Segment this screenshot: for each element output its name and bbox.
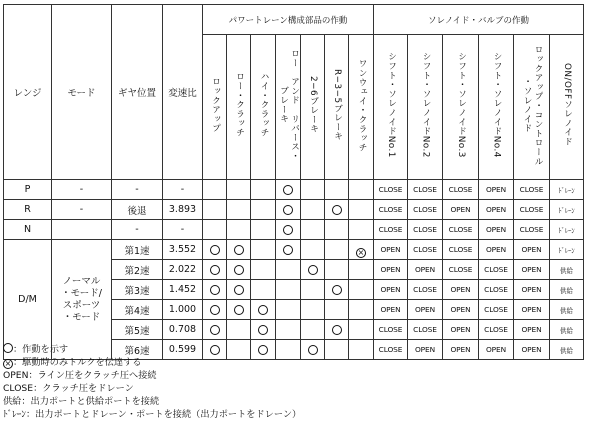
circle-icon bbox=[3, 343, 13, 353]
mode-header-text: モード bbox=[67, 88, 96, 99]
component-cell-1 bbox=[227, 280, 251, 300]
solenoid-header-1 bbox=[408, 35, 443, 180]
solenoid-cell-5 bbox=[550, 320, 584, 340]
solenoid-cell-2 bbox=[443, 320, 479, 340]
solenoid-state: CLOSE bbox=[519, 205, 544, 214]
component-cell-5 bbox=[325, 220, 349, 240]
solenoid-state: OPEN bbox=[521, 245, 542, 254]
ratio-header bbox=[163, 5, 203, 180]
component-cell-5 bbox=[325, 240, 349, 260]
circle-icon bbox=[210, 325, 220, 335]
component-cell-4 bbox=[301, 260, 325, 280]
gear-value: 第3速 bbox=[124, 285, 150, 297]
ratio-cell bbox=[163, 300, 203, 320]
solenoid-cell-1 bbox=[408, 300, 443, 320]
table-row bbox=[4, 200, 584, 220]
component-label-0: ロックアップ bbox=[210, 77, 220, 133]
solenoid-cell-4 bbox=[514, 220, 550, 240]
solenoid-state: CLOSE bbox=[378, 345, 403, 354]
solenoid-cell-0 bbox=[374, 280, 408, 300]
solenoid-state: OPEN bbox=[485, 245, 507, 254]
solenoid-cell-2 bbox=[443, 240, 479, 260]
solenoid-cell-4 bbox=[514, 320, 550, 340]
component-cell-3 bbox=[276, 180, 301, 200]
mode-value: ノーマル ・モード/ スポーツ ・モード bbox=[61, 275, 102, 323]
component-header-1 bbox=[227, 35, 251, 180]
solenoid-state: OPEN bbox=[521, 325, 542, 334]
solenoid-state: CLOSE bbox=[413, 185, 437, 194]
gear-value: - bbox=[135, 224, 139, 235]
ratio-value: 0.708 bbox=[168, 324, 197, 335]
solenoid-state: OPEN bbox=[521, 305, 542, 314]
solenoid-state: OPEN bbox=[414, 345, 436, 354]
solenoid-cell-4 bbox=[514, 240, 550, 260]
range-header bbox=[4, 5, 52, 180]
solenoid-state: OPEN bbox=[485, 225, 507, 234]
range-cell bbox=[4, 240, 52, 360]
solenoid-state: OPEN bbox=[485, 185, 507, 194]
component-cell-5 bbox=[325, 260, 349, 280]
solenoid-cell-0 bbox=[374, 200, 408, 220]
legend-item bbox=[3, 408, 301, 421]
gear-cell bbox=[112, 260, 163, 280]
gear-header bbox=[112, 5, 163, 180]
ratio-cell bbox=[163, 220, 203, 240]
solenoid-state: 供給 bbox=[559, 266, 574, 275]
component-cell-6 bbox=[349, 180, 374, 200]
solenoid-cell-3 bbox=[479, 300, 514, 320]
solenoid-label-4: ロックアップ・コントロール ・ソレノイド bbox=[521, 44, 543, 166]
solenoid-group-text: ソレノイド・バルブの作動 bbox=[428, 15, 529, 26]
component-cell-1 bbox=[227, 180, 251, 200]
legend-text: CLOSE：クラッチ圧をドレーン bbox=[3, 383, 134, 394]
legend-item bbox=[3, 369, 301, 382]
solenoid-cell-2 bbox=[443, 220, 479, 240]
component-cell-4 bbox=[301, 320, 325, 340]
component-cell-6 bbox=[349, 340, 374, 360]
component-header-5 bbox=[325, 35, 349, 180]
circle-cross-icon: × bbox=[4, 359, 12, 368]
component-cell-3 bbox=[276, 240, 301, 260]
circle-icon bbox=[332, 285, 342, 295]
legend-text: ﾄﾞﾚｰﾝ：出力ポートとドレーン・ポートを接続（出力ポートをドレーン） bbox=[3, 409, 302, 420]
gear-value: 第2速 bbox=[124, 265, 150, 277]
solenoid-cell-5 bbox=[550, 180, 584, 200]
component-cell-0 bbox=[203, 260, 227, 280]
component-cell-1 bbox=[227, 300, 251, 320]
solenoid-cell-0 bbox=[374, 340, 408, 360]
ratio-cell bbox=[163, 180, 203, 200]
component-cell-2 bbox=[251, 320, 276, 340]
solenoid-state: CLOSE bbox=[519, 185, 544, 194]
component-cell-1 bbox=[227, 220, 251, 240]
component-cell-6 bbox=[349, 260, 374, 280]
component-cell-0 bbox=[203, 280, 227, 300]
solenoid-state: CLOSE bbox=[448, 185, 473, 194]
component-label-2: ハイ・クラッチ bbox=[258, 72, 269, 138]
component-header-6 bbox=[349, 35, 374, 180]
solenoid-cell-3 bbox=[479, 200, 514, 220]
ratio-cell bbox=[163, 320, 203, 340]
ratio-cell bbox=[163, 240, 203, 260]
solenoid-state: OPEN bbox=[380, 285, 401, 294]
solenoid-cell-5 bbox=[550, 220, 584, 240]
component-cell-3 bbox=[276, 320, 301, 340]
gear-value: 第4速 bbox=[124, 305, 150, 317]
legend-item bbox=[3, 356, 301, 369]
solenoid-cell-4 bbox=[514, 260, 550, 280]
component-label-1: ロー・クラッチ bbox=[234, 72, 244, 138]
component-cell-6 bbox=[349, 320, 374, 340]
solenoid-cell-1 bbox=[408, 220, 443, 240]
component-cell-2 bbox=[251, 300, 276, 320]
powertrain-group-text: パワートレーン構成部品の作動 bbox=[228, 15, 348, 26]
legend-item bbox=[3, 395, 301, 408]
component-header-4 bbox=[301, 35, 325, 180]
solenoid-label-1: シフト・ソレノイドNo.2 bbox=[420, 52, 431, 158]
circle-icon bbox=[210, 265, 220, 275]
solenoid-cell-2 bbox=[443, 180, 479, 200]
solenoid-cell-0 bbox=[374, 180, 408, 200]
solenoid-state: OPEN bbox=[414, 265, 436, 274]
solenoid-cell-3 bbox=[479, 340, 514, 360]
ratio-value: 3.893 bbox=[168, 204, 197, 215]
solenoid-cell-5 bbox=[550, 300, 584, 320]
solenoid-cell-5 bbox=[550, 280, 584, 300]
solenoid-cell-1 bbox=[408, 260, 443, 280]
solenoid-cell-3 bbox=[479, 320, 514, 340]
component-cell-0 bbox=[203, 180, 227, 200]
solenoid-cell-1 bbox=[408, 180, 443, 200]
gear-cell bbox=[112, 220, 163, 240]
range-value: R bbox=[24, 204, 31, 215]
solenoid-state: OPEN bbox=[450, 345, 471, 354]
circle-icon bbox=[283, 185, 293, 195]
solenoid-cell-0 bbox=[374, 260, 408, 280]
mode-value: - bbox=[79, 184, 84, 195]
component-cell-1 bbox=[227, 320, 251, 340]
mode-cell bbox=[52, 220, 112, 240]
solenoid-label-5: ON/OFFソレノイド bbox=[562, 63, 572, 147]
solenoid-cell-3 bbox=[479, 180, 514, 200]
solenoid-group-header bbox=[374, 5, 584, 35]
solenoid-state: OPEN bbox=[380, 305, 401, 314]
solenoid-cell-1 bbox=[408, 280, 443, 300]
gear-value: 第6速 bbox=[124, 345, 150, 357]
component-cell-5 bbox=[325, 320, 349, 340]
range-value: N bbox=[23, 224, 32, 235]
circle-icon bbox=[234, 285, 244, 295]
gear-value: 第5速 bbox=[124, 325, 150, 337]
component-cell-3 bbox=[276, 200, 301, 220]
component-label-5: R−3−5ブレーキ bbox=[332, 69, 342, 141]
component-label-3: ロー アンド リバース・ ブレーキ bbox=[278, 49, 299, 161]
component-cell-0 bbox=[203, 320, 227, 340]
ratio-value: 1.452 bbox=[168, 284, 197, 295]
component-header-2 bbox=[251, 35, 276, 180]
legend-text: ：駆動時のみトルクを伝達する bbox=[13, 357, 142, 368]
component-cell-4 bbox=[301, 340, 325, 360]
table-row bbox=[4, 240, 584, 260]
component-cell-0 bbox=[203, 220, 227, 240]
solenoid-state: OPEN bbox=[521, 265, 542, 274]
solenoid-state: 供給 bbox=[559, 306, 574, 315]
gear-value: 第1速 bbox=[124, 245, 150, 257]
solenoid-cell-4 bbox=[514, 300, 550, 320]
solenoid-cell-4 bbox=[514, 180, 550, 200]
component-cell-0 bbox=[203, 200, 227, 220]
solenoid-cell-1 bbox=[408, 200, 443, 220]
solenoid-state: CLOSE bbox=[484, 285, 508, 294]
circle-icon bbox=[258, 325, 268, 335]
solenoid-cell-3 bbox=[479, 260, 514, 280]
circle-icon bbox=[234, 245, 244, 255]
component-label-6: ワンウェイ・クラッチ bbox=[356, 58, 367, 152]
ratio-cell bbox=[163, 280, 203, 300]
solenoid-header-2 bbox=[443, 35, 479, 180]
component-cell-2 bbox=[251, 260, 276, 280]
ratio-value: 1.000 bbox=[168, 304, 197, 315]
ratio-cell bbox=[163, 200, 203, 220]
circle-icon bbox=[283, 225, 293, 235]
ratio-value: - bbox=[180, 184, 185, 195]
gear-cell bbox=[112, 240, 163, 260]
component-label-4: 2−6ブレーキ bbox=[308, 76, 318, 134]
table-row bbox=[4, 220, 584, 240]
circle-icon bbox=[283, 245, 293, 255]
component-cell-1 bbox=[227, 260, 251, 280]
component-cell-5 bbox=[325, 340, 349, 360]
solenoid-cell-2 bbox=[443, 340, 479, 360]
solenoid-state: OPEN bbox=[380, 245, 401, 254]
circle-icon bbox=[258, 305, 268, 315]
component-cell-5 bbox=[325, 280, 349, 300]
component-cell-4 bbox=[301, 200, 325, 220]
solenoid-cell-1 bbox=[408, 340, 443, 360]
component-cell-2 bbox=[251, 280, 276, 300]
circle-icon bbox=[332, 325, 342, 335]
solenoid-cell-5 bbox=[550, 240, 584, 260]
mode-header bbox=[52, 5, 112, 180]
powertrain-group-header bbox=[203, 5, 374, 35]
circle-icon bbox=[308, 265, 318, 275]
solenoid-cell-2 bbox=[443, 300, 479, 320]
gear-cell bbox=[112, 180, 163, 200]
solenoid-header-3 bbox=[479, 35, 514, 180]
solenoid-cell-1 bbox=[408, 240, 443, 260]
solenoid-state: CLOSE bbox=[378, 325, 403, 334]
solenoid-cell-4 bbox=[514, 280, 550, 300]
component-cell-0 bbox=[203, 300, 227, 320]
component-cell-6 bbox=[349, 240, 374, 260]
solenoid-cell-2 bbox=[443, 200, 479, 220]
solenoid-label-0: シフト・ソレノイドNo.1 bbox=[386, 52, 396, 158]
circle-icon bbox=[308, 345, 318, 355]
gear-cell bbox=[112, 200, 163, 220]
gear-cell bbox=[112, 300, 163, 320]
solenoid-state: ﾄﾞﾚｰﾝ bbox=[558, 246, 575, 255]
solenoid-header-4 bbox=[514, 35, 550, 180]
legend-text: 供給：出力ポートと供給ポートを接続 bbox=[3, 396, 160, 407]
ratio-value: 0.599 bbox=[168, 344, 197, 355]
component-cell-4 bbox=[301, 240, 325, 260]
solenoid-state: OPEN bbox=[450, 285, 471, 294]
component-cell-3 bbox=[276, 280, 301, 300]
solenoid-cell-0 bbox=[374, 300, 408, 320]
solenoid-cell-0 bbox=[374, 220, 408, 240]
range-value: P bbox=[24, 184, 31, 195]
ratio-header-text: 変速比 bbox=[168, 88, 197, 99]
solenoid-label-2: シフト・ソレノイドNo.3 bbox=[456, 52, 466, 158]
solenoid-cell-5 bbox=[550, 340, 584, 360]
component-cell-4 bbox=[301, 300, 325, 320]
solenoid-state: CLOSE bbox=[484, 265, 508, 274]
circle-icon bbox=[210, 285, 220, 295]
gear-header-text: ギヤ位置 bbox=[117, 88, 156, 99]
solenoid-state: OPEN bbox=[414, 305, 436, 314]
solenoid-state: 供給 bbox=[559, 346, 574, 355]
legend-item bbox=[3, 343, 301, 356]
circle-icon bbox=[234, 305, 244, 315]
solenoid-cell-3 bbox=[479, 240, 514, 260]
solenoid-state: CLOSE bbox=[484, 325, 508, 334]
solenoid-header-5 bbox=[550, 35, 584, 180]
legend-text: ：作動を示す bbox=[13, 344, 69, 355]
ratio-value: 2.022 bbox=[168, 264, 197, 275]
solenoid-state: CLOSE bbox=[519, 225, 544, 234]
operation-table bbox=[3, 4, 584, 360]
mode-cell bbox=[52, 240, 112, 360]
component-cell-4 bbox=[301, 280, 325, 300]
component-cell-1 bbox=[227, 240, 251, 260]
solenoid-state: OPEN bbox=[380, 265, 401, 274]
mode-cell bbox=[52, 180, 112, 200]
component-cell-6 bbox=[349, 200, 374, 220]
component-cell-3 bbox=[276, 300, 301, 320]
component-header-3 bbox=[276, 35, 301, 180]
mode-cell bbox=[52, 200, 112, 220]
solenoid-cell-0 bbox=[374, 320, 408, 340]
solenoid-cell-3 bbox=[479, 220, 514, 240]
component-cell-6 bbox=[349, 280, 374, 300]
component-cell-5 bbox=[325, 180, 349, 200]
component-cell-2 bbox=[251, 240, 276, 260]
solenoid-state: OPEN bbox=[450, 325, 471, 334]
legend-item bbox=[3, 382, 301, 395]
solenoid-cell-3 bbox=[479, 280, 514, 300]
solenoid-label-3: シフト・ソレノイドNo.4 bbox=[491, 52, 502, 158]
circle-cross-icon: × bbox=[357, 248, 365, 257]
solenoid-cell-4 bbox=[514, 200, 550, 220]
component-cell-1 bbox=[227, 200, 251, 220]
circle-icon bbox=[234, 265, 244, 275]
solenoid-state: OPEN bbox=[485, 345, 507, 354]
solenoid-state: CLOSE bbox=[378, 205, 403, 214]
solenoid-state: OPEN bbox=[521, 285, 542, 294]
ratio-cell bbox=[163, 260, 203, 280]
component-cell-6 bbox=[349, 300, 374, 320]
table-row bbox=[4, 180, 584, 200]
circle-icon bbox=[210, 245, 220, 255]
component-cell-3 bbox=[276, 260, 301, 280]
range-value: D/M bbox=[18, 294, 37, 305]
solenoid-state: OPEN bbox=[521, 345, 542, 354]
solenoid-cell-5 bbox=[550, 200, 584, 220]
solenoid-cell-4 bbox=[514, 340, 550, 360]
solenoid-state: CLOSE bbox=[378, 225, 403, 234]
gear-value: - bbox=[135, 184, 139, 195]
component-cell-2 bbox=[251, 180, 276, 200]
mode-value: - bbox=[79, 204, 84, 215]
gear-cell bbox=[112, 320, 163, 340]
circle-icon bbox=[332, 205, 342, 215]
solenoid-state: ﾄﾞﾚｰﾝ bbox=[558, 206, 575, 215]
solenoid-state: CLOSE bbox=[413, 325, 437, 334]
solenoid-state: CLOSE bbox=[413, 225, 437, 234]
range-cell bbox=[4, 200, 52, 220]
solenoid-header-0 bbox=[374, 35, 408, 180]
solenoid-cell-2 bbox=[443, 280, 479, 300]
solenoid-state: CLOSE bbox=[378, 185, 403, 194]
solenoid-cell-1 bbox=[408, 320, 443, 340]
ratio-value: - bbox=[180, 224, 185, 235]
component-cell-0 bbox=[203, 240, 227, 260]
solenoid-state: OPEN bbox=[450, 205, 471, 214]
ratio-value: 3.552 bbox=[168, 244, 197, 255]
solenoid-state: OPEN bbox=[450, 305, 471, 314]
solenoid-state: ﾄﾞﾚｰﾝ bbox=[558, 186, 575, 195]
gear-cell bbox=[112, 280, 163, 300]
solenoid-state: CLOSE bbox=[448, 225, 473, 234]
component-cell-4 bbox=[301, 220, 325, 240]
solenoid-cell-0 bbox=[374, 240, 408, 260]
component-cell-5 bbox=[325, 300, 349, 320]
solenoid-state: CLOSE bbox=[413, 285, 437, 294]
component-cell-6 bbox=[349, 220, 374, 240]
solenoid-cell-5 bbox=[550, 260, 584, 280]
legend-text: OPEN：ライン圧をクラッチ圧へ接続 bbox=[3, 370, 157, 381]
component-header-0 bbox=[203, 35, 227, 180]
solenoid-state: 供給 bbox=[559, 286, 574, 295]
range-cell bbox=[4, 220, 52, 240]
solenoid-state: CLOSE bbox=[484, 305, 508, 314]
solenoid-state: CLOSE bbox=[413, 245, 437, 254]
range-cell bbox=[4, 180, 52, 200]
circle-icon bbox=[210, 305, 220, 315]
range-header-text: レンジ bbox=[13, 88, 42, 99]
circle-icon bbox=[283, 205, 293, 215]
component-cell-3 bbox=[276, 220, 301, 240]
component-cell-4 bbox=[301, 180, 325, 200]
gear-value: 後退 bbox=[127, 205, 147, 217]
solenoid-cell-2 bbox=[443, 260, 479, 280]
solenoid-state: CLOSE bbox=[413, 205, 437, 214]
solenoid-state: 供給 bbox=[559, 326, 574, 335]
legend bbox=[3, 343, 301, 421]
solenoid-state: OPEN bbox=[485, 205, 507, 214]
solenoid-state: ﾄﾞﾚｰﾝ bbox=[558, 226, 575, 235]
solenoid-state: CLOSE bbox=[448, 265, 473, 274]
component-cell-5 bbox=[325, 200, 349, 220]
component-cell-2 bbox=[251, 220, 276, 240]
component-cell-2 bbox=[251, 200, 276, 220]
solenoid-state: CLOSE bbox=[448, 245, 473, 254]
